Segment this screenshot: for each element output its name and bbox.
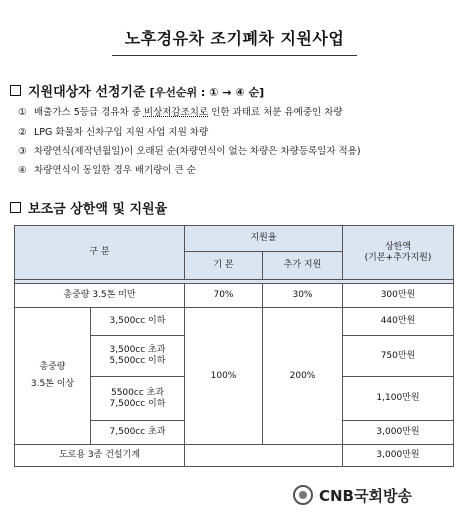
square-bullet-icon — [10, 202, 21, 213]
section-subsidy-title: 보조금 상한액 및 지원율 — [28, 202, 168, 217]
spec-cell: 3,500cc 이하 — [91, 308, 185, 336]
watermark-text: CNB국회방송 — [319, 486, 412, 505]
table-row — [15, 445, 454, 467]
section-criteria-title: 지원대상자 선정기준 — [28, 85, 146, 100]
table-row — [15, 284, 454, 308]
row-under-3.5t-base: 70% — [185, 284, 263, 308]
spec-cell: 5500cc 초과 7,500cc 이하 — [91, 377, 185, 421]
row-construction-label: 도로용 3종 건설기계 — [15, 445, 185, 467]
broadcaster-logo-icon — [293, 485, 313, 505]
group-over-3.5t-label: 총중량 3.5톤 이상 — [15, 308, 91, 445]
header-limit: 상한액 (기본+추가지원) — [343, 226, 454, 280]
header-extra: 추가 지원 — [263, 252, 343, 280]
page-title: 노후경유차 조기폐차 지원사업 — [124, 29, 345, 48]
row-under-3.5t-extra: 30% — [263, 284, 343, 308]
row-construction-empty — [185, 445, 343, 467]
criteria-item-1: ① 배출가스 5등급 경유차 중 비상저감조치로 인한 과태료 처분 유예중인 차량 — [18, 107, 343, 118]
square-bullet-icon — [10, 85, 21, 96]
limit-cell: 3,000만원 — [343, 421, 454, 445]
row-under-3.5t-limit: 300만원 — [343, 284, 454, 308]
row-construction-limit: 3,000만원 — [343, 445, 454, 467]
group-extra-rate: 200% — [263, 308, 343, 445]
table-row — [15, 308, 454, 336]
criteria-item-4: ④ 차량연식이 동일한 경우 배기량이 큰 순 — [18, 165, 196, 176]
spec-cell: 3,500cc 초과 5,500cc 이하 — [91, 336, 185, 377]
spec-cell: 7,500cc 초과 — [91, 421, 185, 445]
header-base: 기 본 — [185, 252, 263, 280]
limit-cell: 750만원 — [343, 336, 454, 377]
priority-note: [우선순위 : ① → ④ 순] — [149, 86, 265, 99]
section-criteria-heading — [10, 81, 264, 100]
criteria-item-3: ③ 차량연식(제작년월일)이 오래된 순(차량연식이 없는 차량은 차량등록일자 적용) — [18, 146, 361, 157]
header-category: 구 분 — [15, 226, 185, 280]
header-support-rate: 지원율 — [185, 226, 343, 252]
title-underline — [112, 55, 357, 56]
group-base-rate: 100% — [185, 308, 263, 445]
row-under-3.5t-label: 총중량 3.5톤 미만 — [15, 284, 185, 308]
limit-cell: 440만원 — [343, 308, 454, 336]
watermark — [293, 482, 412, 508]
section-subsidy-heading — [10, 198, 167, 217]
subsidy-table — [14, 225, 454, 467]
criteria-item-2: ② LPG 화물차 신차구입 지원 사업 지원 차량 — [18, 127, 209, 138]
limit-cell: 1,100만원 — [343, 377, 454, 421]
